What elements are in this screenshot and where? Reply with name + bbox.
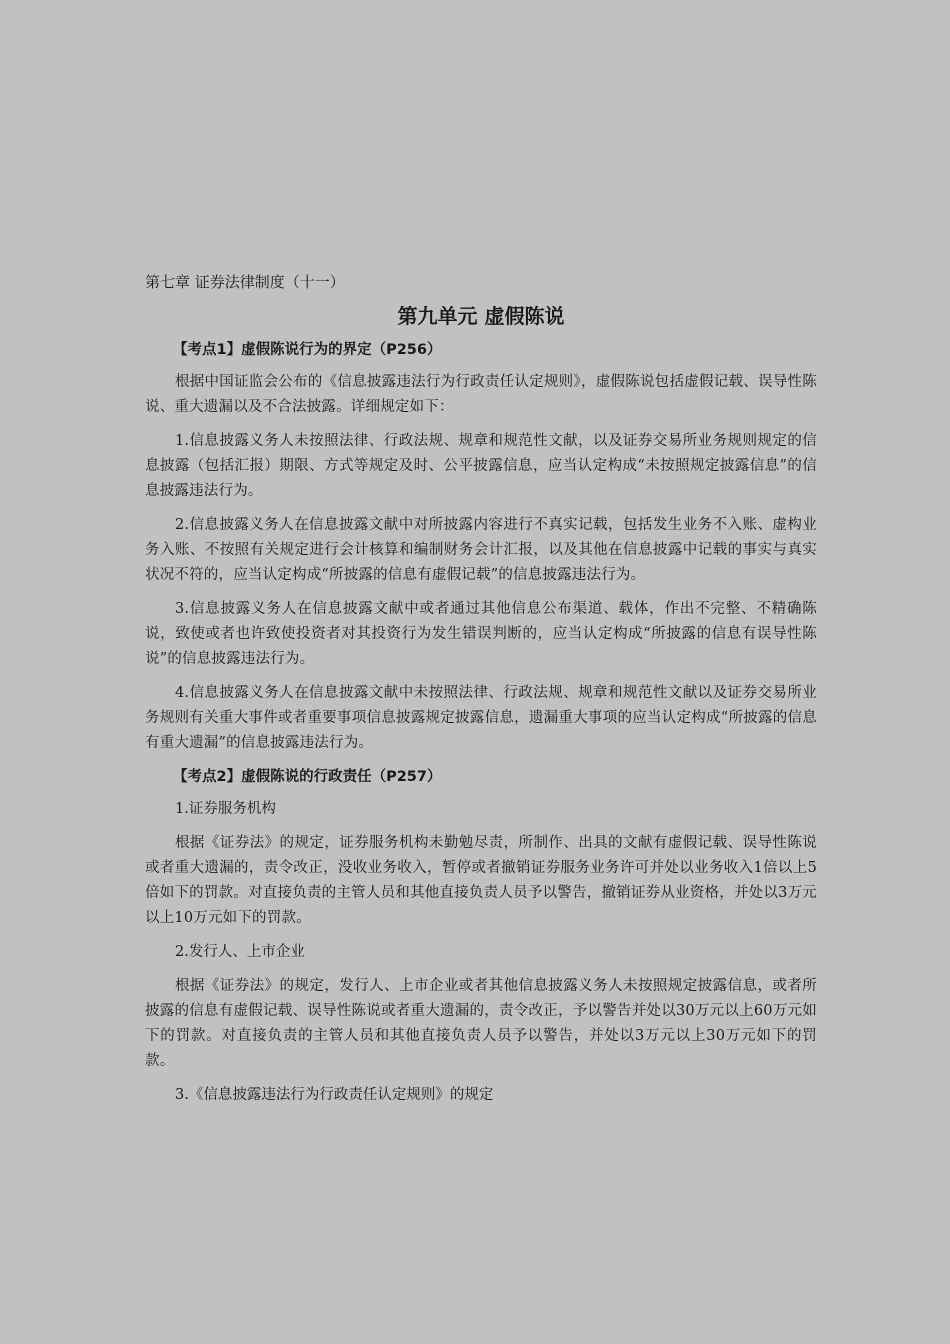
document-page [145,270,817,1117]
point1-item-1: 1.信息披露义务人未按照法律、行政法规、规章和规范性文献，以及证券交易所业务规则规定的信息披露（包括汇报）期限、方式等规定及时、公平披露信息，应当认定构成“未按照规定披露信息”的信息披露违法行为。 [145,433,817,499]
point1-intro: 根据中国证监会公布的《信息披露违法行为行政责任认定规则》，虚假陈说包括虚假记载、误导性陈说、重大遗漏以及不合法披露。详细规定如下： [145,374,817,415]
point2-subheading-2: 2.发行人、上市企业 [175,944,305,960]
point2-subheading-3: 3.《信息披露违法行为行政责任认定规则》的规定 [175,1087,494,1103]
point1-item-2: 2.信息披露义务人在信息披露文献中对所披露内容进行不真实记载，包括发生业务不入账、虚构业务入账、不按照有关规定进行会计核算和编制财务会计汇报，以及其他在信息披露中记载的事实与真实状况不符的，应当认定构成“所披露的信息有虚假记载”的信息披露违法行为。 [145,517,817,583]
point1-item-4: 4.信息披露义务人在信息披露文献中未按照法律、行政法规、规章和规范性文献以及证券交易所业务规则有关重大事件或者重要事项信息披露规定披露信息，遗漏重大事项的应当认定构成“所披露的信息有重大遗漏”的信息披露违法行为。 [145,685,817,751]
point1-title: 【考点1】虚假陈说行为的界定（P256） [173,342,442,358]
point2-paragraph-2: 根据《证券法》的规定，发行人、上市企业或者其他信息披露义务人未按照规定披露信息，或者所披露的信息有虚假记载、误导性陈说或者重大遗漏的，责令改正，予以警告并处以30万元以上60万元如下的罚款。对直接负责的主管人员和其他直接负责人员予以警告，并处以3万元以上30万元如下的罚款。 [145,978,817,1069]
point2-title: 【考点2】虚假陈说的行政责任（P257） [173,769,442,785]
point2-paragraph-1: 根据《证券法》的规定，证券服务机构未勤勉尽责，所制作、出具的文献有虚假记载、误导性陈说或者重大遗漏的，责令改正，没收业务收入，暂停或者撤销证券服务业务许可并处以业务收入1倍以上5倍如下的罚款。对直接负责的主管人员和其他直接负责人员予以警告，撤销证券从业资格，并处以3万元以上10万元如下的罚款。 [145,835,817,926]
point1-item-3: 3.信息披露义务人在信息披露文献中或者通过其他信息公布渠道、载体，作出不完整、不精确陈说，致使或者也许致使投资者对其投资行为发生错误判断的，应当认定构成“所披露的信息有误导性陈说”的信息披露违法行为。 [145,601,817,667]
unit-title: 第九单元 虚假陈说 [397,304,565,328]
chapter-heading: 第七章 证券法律制度（十一） [145,273,345,291]
point2-subheading-1: 1.证券服务机构 [175,801,276,817]
